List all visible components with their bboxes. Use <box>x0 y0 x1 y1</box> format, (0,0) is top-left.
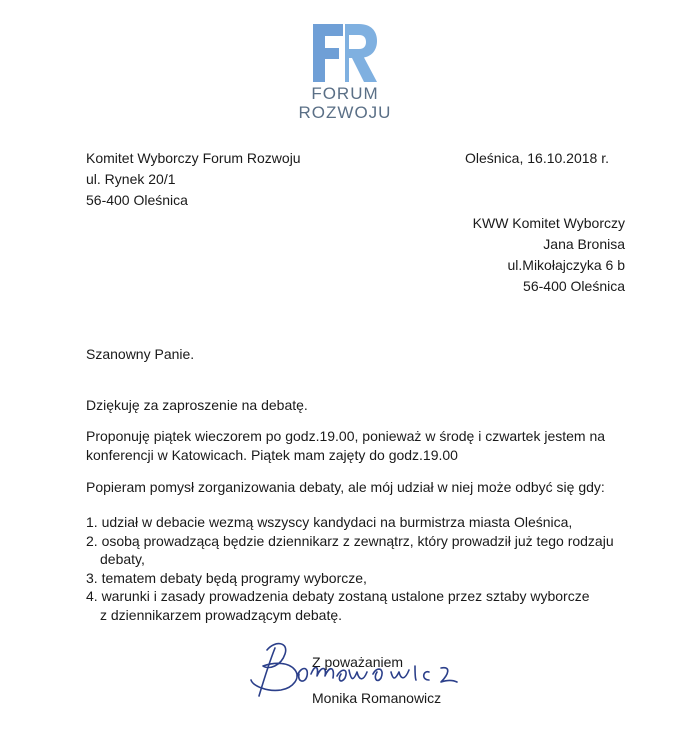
condition-2: 2. osobą prowadzącą będzie dziennikarz z zewnątrz, który prowadził już tego rodzaju <box>86 532 614 549</box>
conditions-list <box>86 514 614 625</box>
closing-salutation: Z poważaniem <box>312 654 404 670</box>
paragraph-proposal-line-1: Proponuję piątek wieczorem po godz.19.00, ponieważ w środę i czwartek jestem na <box>86 428 606 444</box>
recipient-line-1: KWW Komitet Wyborczy <box>472 215 625 231</box>
paragraph-support: Popieram pomysł zorganizowania debaty, ale mój udział w niej może odbyć się gdy: <box>86 479 605 495</box>
recipient-line-3: ul.Mikołajczyka 6 b <box>507 257 625 273</box>
sender-name: Komitet Wyborczy Forum Rozwoju <box>86 150 301 166</box>
recipient-line-4: 56-400 Oleśnica <box>523 278 625 294</box>
logo-text-forum: FORUM <box>311 84 379 103</box>
paragraph-thanks: Dziękuję za zaproszenie na debatę. <box>86 397 308 413</box>
recipient-address <box>473 215 625 299</box>
letter-date: Oleśnica, 16.10.2018 r. <box>465 150 609 166</box>
condition-3: 3. tematem debaty będą programy wyborcze, <box>86 569 367 586</box>
greeting: Szanowny Panie. <box>86 346 195 362</box>
fr-monogram-logo-icon <box>311 22 379 84</box>
condition-4: 4. warunki i zasady prowadzenia debaty zostaną ustalone przez sztaby wyborcze <box>86 588 590 604</box>
sender-city: 56-400 Oleśnica <box>86 192 188 208</box>
sender-street: ul. Rynek 20/1 <box>86 171 176 187</box>
paragraph-proposal <box>86 428 605 466</box>
recipient-line-2: Jana Bronisa <box>543 236 625 252</box>
condition-4-continued: z dziennikarzem prowadzącym debatę. <box>100 606 343 623</box>
signer-name: Monika Romanowicz <box>312 690 442 706</box>
forum-rozwoju-logo <box>297 22 393 122</box>
condition-1: 1. udział w debacie wezmą wszyscy kandydaci na burmistrza miasta Oleśnica, <box>86 514 573 530</box>
sender-address <box>86 150 301 213</box>
logo-text-rozwoju: ROZWOJU <box>298 103 392 122</box>
condition-2-continued: debaty, <box>100 551 145 567</box>
paragraph-proposal-line-2: konferencji w Katowicach. Piątek mam zajęty do godz.19.00 <box>86 447 458 463</box>
